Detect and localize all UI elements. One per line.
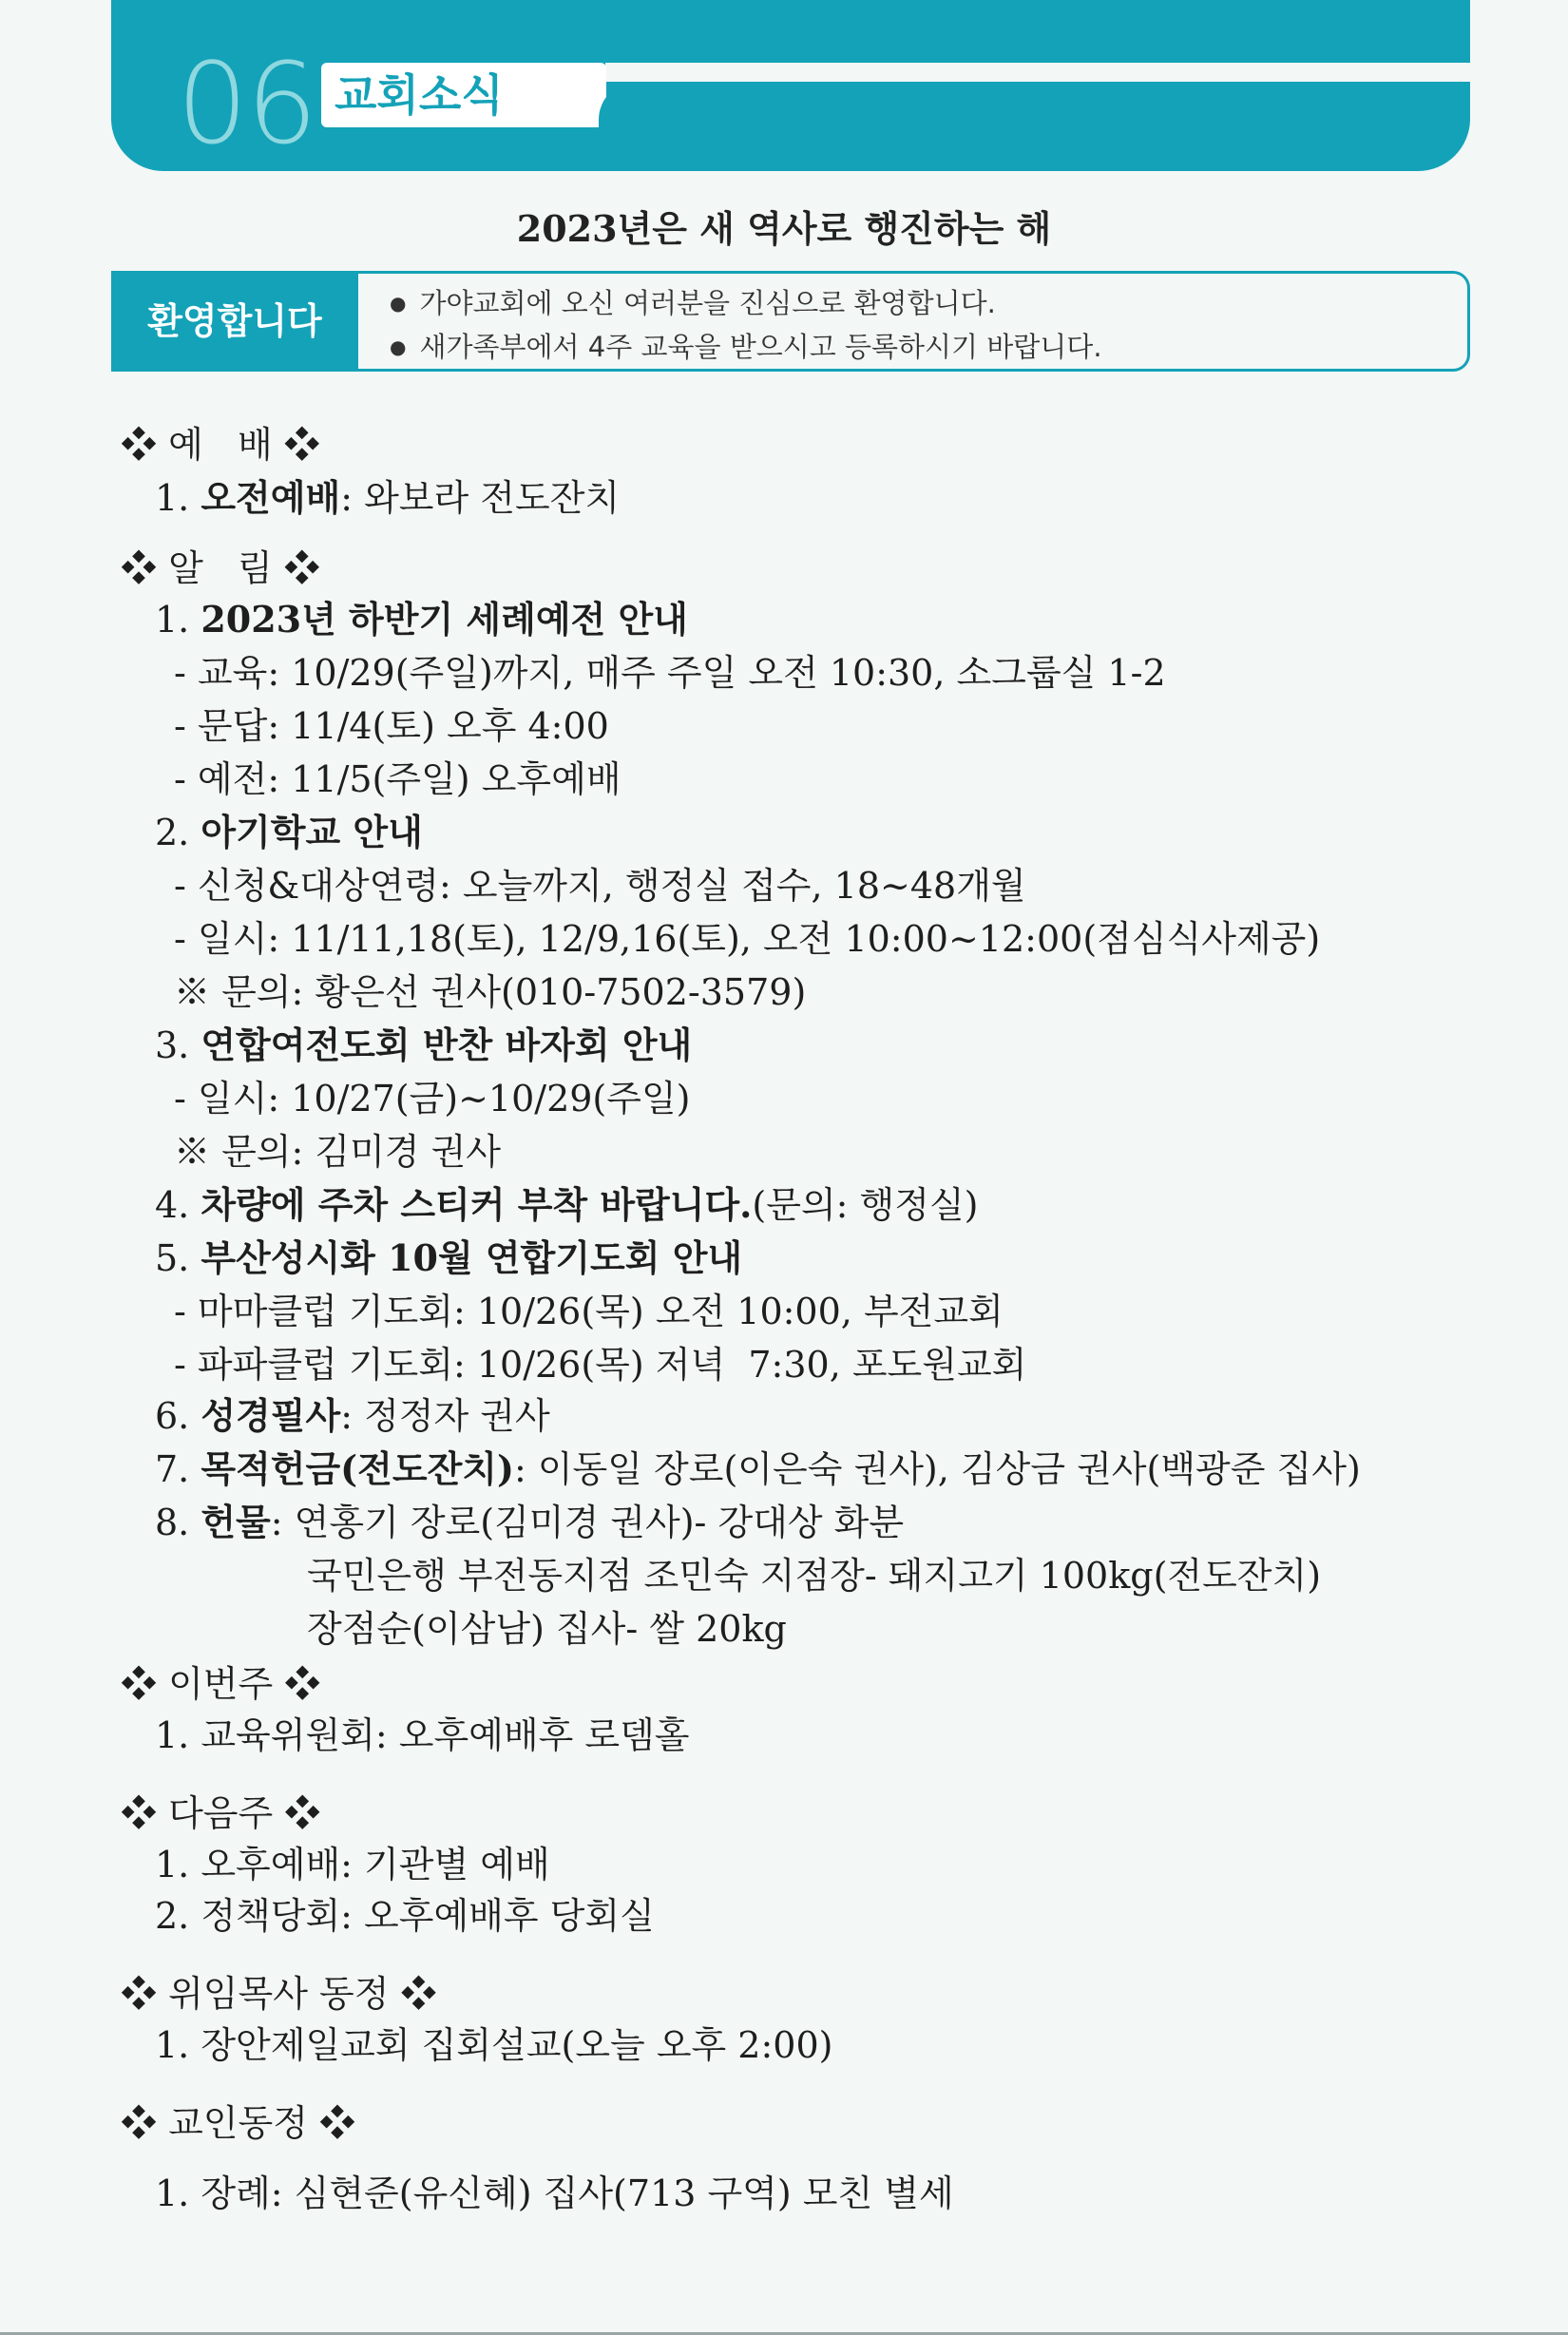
notice-item [155, 1181, 978, 1229]
notice-item [155, 1022, 692, 1069]
item-title: 목적헌금(전도잔치) [201, 1447, 514, 1490]
item-title: 성경필사 [201, 1394, 341, 1437]
item-title: 오전예배 [201, 476, 341, 519]
section-number: 06 [177, 38, 316, 169]
notice-detail: - 일시: 10/27(금)~10/29(주일) [174, 1078, 691, 1120]
item-detail: : 이동일 장로(이은숙 권사), 김상금 권사(백광준 집사) [513, 1448, 1361, 1490]
notice-item [155, 596, 688, 643]
item-number: 5. [155, 1237, 201, 1279]
notice-detail: - 문답: 11/4(토) 오후 4:00 [174, 705, 609, 747]
item-number: 4. [155, 1184, 201, 1226]
item-number: 2. [155, 812, 201, 853]
section-heading-next-week: ❖ 다음주 ❖ [121, 1792, 321, 1834]
notice-item [155, 1234, 742, 1282]
section-title: 교회소식 [335, 69, 504, 121]
item-number: 7. [155, 1448, 201, 1490]
notice-detail: - 예전: 11/5(주일) 오후예배 [174, 758, 621, 800]
item-title: 차량에 주차 스티커 부착 바랍니다. [201, 1183, 753, 1226]
item-title: 아기학교 안내 [201, 811, 423, 853]
item-title: 연합여전도회 반찬 바자회 안내 [201, 1024, 693, 1066]
notice-item [155, 1499, 904, 1546]
notice-item [155, 1445, 1361, 1493]
item-detail: : 정정자 권사 [340, 1395, 550, 1437]
this-week-item: 1. 교육위원회: 오후예배후 로뎀홀 [155, 1714, 690, 1756]
item-detail: (문의: 행정실) [752, 1184, 979, 1226]
welcome-item: ● 가야교회에 오신 여러분을 진심으로 환영합니다. [390, 281, 1102, 325]
notice-contact: ※ 문의: 황은선 권사(010-7502-3579) [174, 971, 807, 1013]
section-heading-this-week: ❖ 이번주 ❖ [121, 1663, 321, 1705]
welcome-box [111, 271, 1470, 372]
item-detail: : 와보라 전도잔치 [340, 477, 621, 519]
item-title: 헌물 [201, 1501, 271, 1543]
item-detail: : 연홍기 장로(김미경 권사)- 강대상 화분 [270, 1502, 905, 1543]
welcome-list [390, 281, 1102, 369]
item-number: 3. [155, 1024, 201, 1066]
members-item: 1. 장례: 심현준(유신혜) 집사(713 구역) 모친 별세 [155, 2172, 954, 2214]
pastor-item: 1. 장안제일교회 집회설교(오늘 오후 2:00) [155, 2024, 833, 2066]
section-heading-worship: ❖ 예 배 ❖ [121, 424, 320, 466]
notice-detail: - 신청&대상연령: 오늘까지, 행정실 접수, 18~48개월 [174, 865, 1026, 907]
year-theme: 2023년은 새 역사로 행진하는 해 [516, 207, 1052, 250]
notice-contact: ※ 문의: 김미경 권사 [174, 1131, 501, 1173]
item-title: 2023년 하반기 세례예전 안내 [201, 598, 688, 641]
section-heading-pastor: ❖ 위임목사 동정 ❖ [121, 1973, 437, 2015]
notice-item [155, 1392, 550, 1440]
donation-line: 장점순(이삼남) 집사- 쌀 20kg [307, 1608, 787, 1650]
notice-detail: - 파파클럽 기도회: 10/26(목) 저녁 7:30, 포도원교회 [174, 1344, 1027, 1386]
notice-detail: - 마마클럽 기도회: 10/26(목) 오전 10:00, 부전교회 [174, 1291, 1004, 1332]
section-heading-notices: ❖ 알 림 ❖ [121, 547, 320, 589]
notice-item [155, 809, 423, 856]
item-number: 1. [155, 477, 201, 519]
notice-detail: - 일시: 11/11,18(토), 12/9,16(토), 오전 10:00~12:00(점심식사제공) [174, 918, 1321, 960]
item-title: 부산성시화 10월 연합기도회 안내 [201, 1236, 743, 1279]
next-week-item: 2. 정책당회: 오후예배후 당회실 [155, 1895, 655, 1937]
donation-line: 국민은행 부전동지점 조민숙 지점장- 돼지고기 100kg(전도잔치) [307, 1555, 1322, 1597]
item-number: 8. [155, 1502, 201, 1543]
header-white-strip [605, 63, 1470, 82]
section-heading-members: ❖ 교인동정 ❖ [121, 2102, 355, 2144]
notice-detail: - 교육: 10/29(주일)까지, 매주 주일 오전 10:30, 소그룹실 1-2 [174, 652, 1166, 694]
welcome-item: ● 새가족부에서 4주 교육을 받으시고 등록하시기 바랍니다. [390, 325, 1102, 369]
item-number: 1. [155, 599, 201, 641]
item-number: 6. [155, 1395, 201, 1437]
next-week-item: 1. 오후예배: 기관별 예배 [155, 1844, 550, 1885]
worship-item [155, 474, 620, 522]
welcome-label: 환영합니다 [111, 271, 358, 372]
